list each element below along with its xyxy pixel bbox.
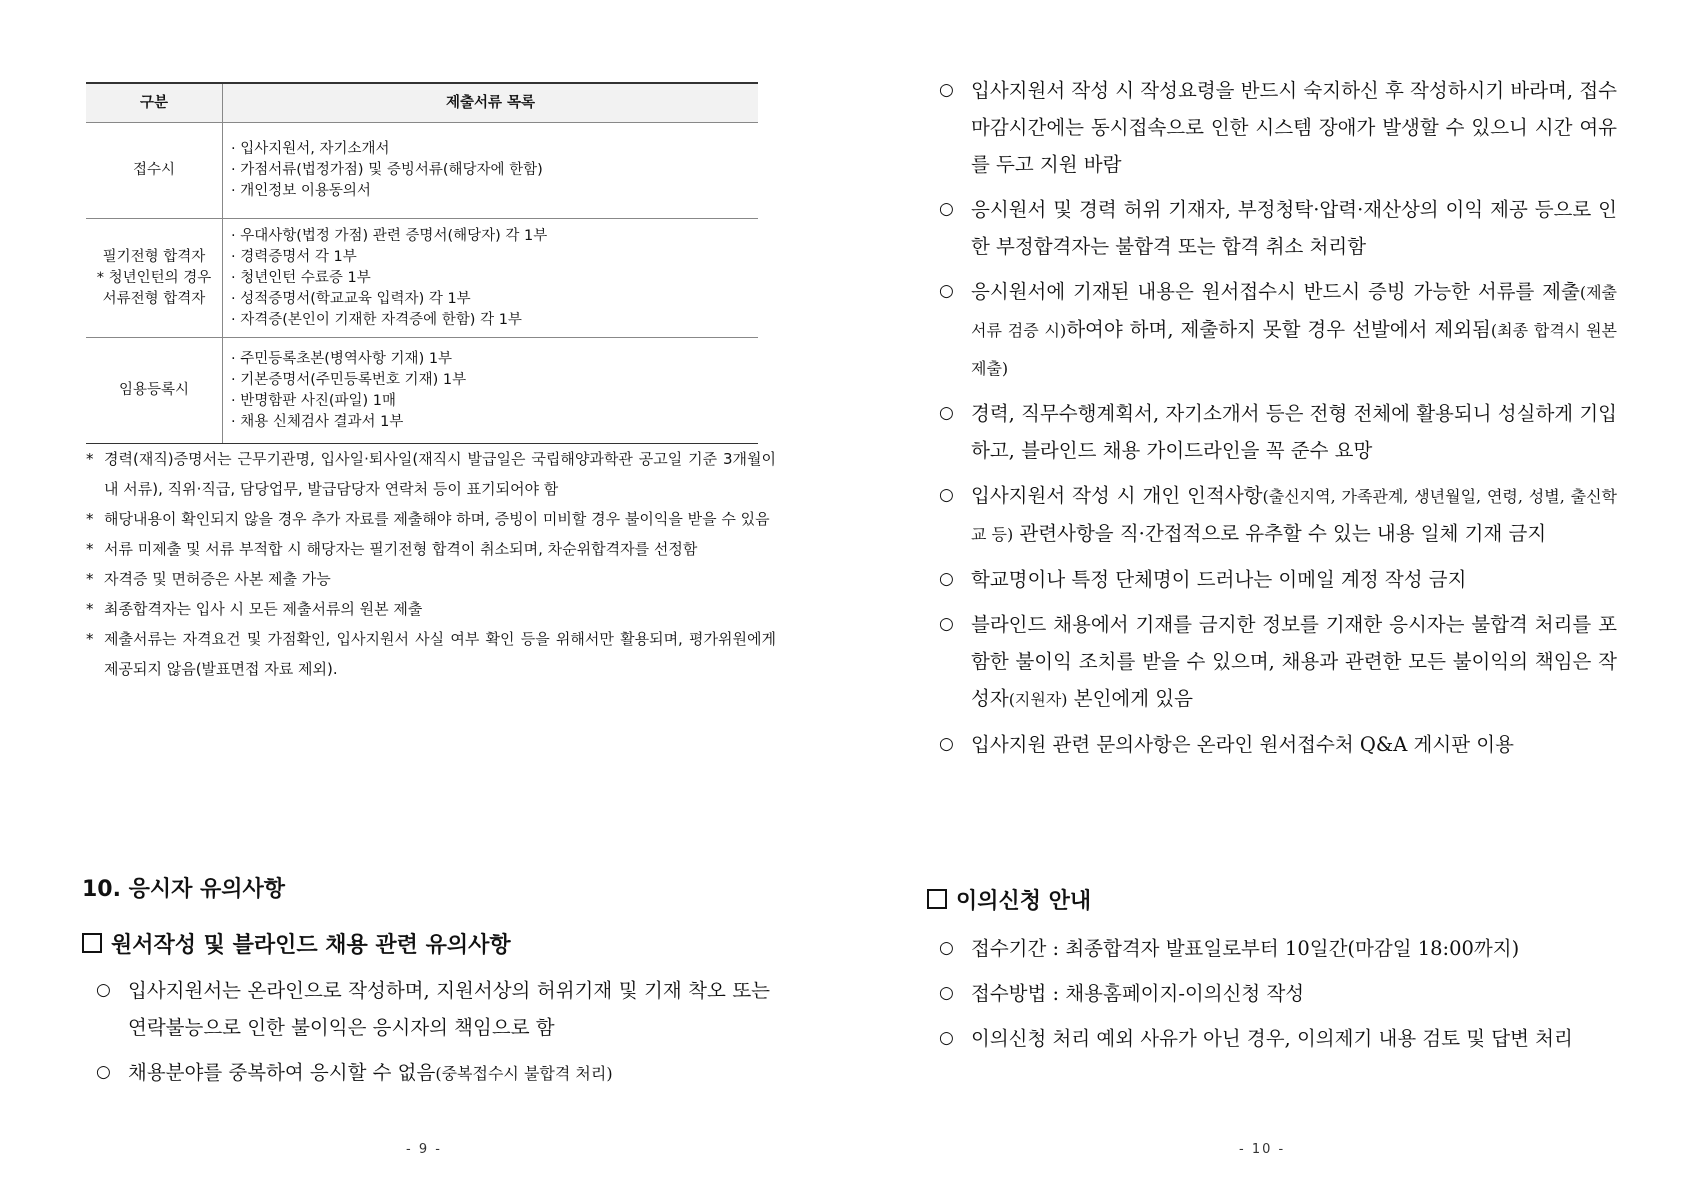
document-item: · 가점서류(법정가점) 및 증빙서류(해당자에 한함) [231, 162, 543, 178]
document-table [86, 82, 758, 444]
table-cell-documents [223, 338, 759, 444]
subsection-title: 이의신청 안내 [927, 884, 1091, 915]
document-item: · 우대사항(법정 가점) 관련 증명서(해당자) 각 1부 [231, 227, 548, 244]
circle-bullet-icon: ○ [939, 734, 954, 754]
page-number: - 10 - [1239, 1142, 1286, 1157]
note-item: * 경력(재직)증명서는 근무기관명, 입사일·퇴사일(재직시 발급일은 국립해양과학관 공고일 기준 3개월이내 서류), 직위·직급, 담당업무, 발급담당자 연락처 등이 표기되어야 함 [86, 444, 776, 504]
note-item: * 제출서류는 자격요건 및 가점확인, 입사지원서 사실 여부 확인 등을 위해서만 활용되며, 평가위원에게 제공되지 않음(발표면접 자료 제외). [86, 624, 776, 684]
table-header-documents: 제출서류 목록 [223, 83, 759, 123]
circle-bullet-icon: ○ [96, 980, 111, 1000]
circle-bullet-icon: ○ [96, 1062, 111, 1082]
circle-bullet-icon: ○ [939, 281, 954, 301]
table-cell-category: 임용등록시 [86, 338, 223, 444]
bullet-item: ○ 응시원서에 기재된 내용은 원서접수시 반드시 증빙 가능한 서류를 제출(제출서류 검증 시)하여야 하며, 제출하지 못할 경우 선발에서 제외됨(최종 합격시 원본 제출) [937, 273, 1617, 387]
document-item: · 반명함판 사진(파일) 1매 [231, 392, 397, 409]
asterisk-icon: * [86, 600, 94, 618]
circle-bullet-icon: ○ [939, 938, 954, 958]
bullet-item: ○ 입사지원서 작성 시 개인 인적사항(출신지역, 가족관계, 생년월일, 연령, 성별, 출신학교 등) 관련사항을 직·간접적으로 유추할 수 있는 내용 일체 기재 금지 [937, 477, 1617, 553]
document-item: · 경력증명서 각 1부 [231, 248, 357, 265]
note-item: * 자격증 및 면허증은 사본 제출 가능 [86, 564, 776, 594]
document-item: · 채용 신체검사 결과서 1부 [231, 413, 404, 430]
document-item: · 자격증(본인이 기재한 자격증에 한함) 각 1부 [231, 311, 522, 328]
right-page [841, 0, 1682, 1190]
document-item: · 청년인턴 수료증 1부 [231, 269, 371, 286]
circle-bullet-icon: ○ [939, 80, 954, 100]
bullet-item: ○ 입사지원 관련 문의사항은 온라인 원서접수처 Q&A 게시판 이용 [937, 726, 1617, 763]
document-item: · 성적증명서(학교교육 입력자) 각 1부 [231, 290, 471, 307]
note-item: * 최종합격자는 입사 시 모든 제출서류의 원본 제출 [86, 594, 776, 624]
bullet-item: ○ 접수방법 : 채용홈페이지-이의신청 작성 [937, 975, 1617, 1012]
circle-bullet-icon: ○ [939, 485, 954, 505]
bullet-item: ○ 접수기간 : 최종합격자 발표일로부터 10일간(마감일 18:00까지) [937, 930, 1617, 967]
circle-bullet-icon: ○ [939, 983, 954, 1003]
page-number: - 9 - [406, 1142, 442, 1157]
asterisk-icon: * [86, 570, 94, 588]
document-item: · 기본증명서(주민등록번호 기재) 1부 [231, 371, 467, 388]
circle-bullet-icon: ○ [939, 614, 954, 634]
table-row [86, 338, 758, 444]
asterisk-icon: * [86, 450, 94, 468]
note-item: * 서류 미제출 및 서류 부적합 시 해당자는 필기전형 합격이 취소되며, 차순위합격자를 선정함 [86, 534, 776, 564]
bullet-item: ○ 블라인드 채용에서 기재를 금지한 정보를 기재한 응시자는 불합격 처리를 포함한 불이익 조치를 받을 수 있으며, 채용과 관련한 모든 불이익의 책임은 작성자(지원자) 본인에게 있음 [937, 606, 1617, 718]
bullet-item: ○ 이의신청 처리 예외 사유가 아닌 경우, 이의제기 내용 검토 및 답변 처리 [937, 1020, 1617, 1057]
document-item: · 입사지원서, 자기소개서 [231, 141, 390, 157]
bullet-item: ○ 채용분야를 중복하여 응시할 수 없음(중복접수시 불합격 처리) [94, 1054, 770, 1092]
table-cell-documents [223, 219, 759, 338]
document-item: · 개인정보 이용동의서 [231, 183, 371, 199]
bullet-item: ○ 학교명이나 특정 단체명이 드러나는 이메일 계정 작성 금지 [937, 561, 1617, 598]
caution-bullet-list [94, 972, 770, 1100]
document-item: · 주민등록초본(병역사항 기재) 1부 [231, 350, 453, 367]
section-title: 10. 응시자 유의사항 [82, 877, 286, 902]
table-header-category: 구분 [86, 83, 223, 123]
table-header-row [86, 83, 758, 123]
circle-bullet-icon: ○ [939, 1028, 954, 1048]
note-item: * 해당내용이 확인되지 않을 경우 추가 자료를 제출해야 하며, 증빙이 미비할 경우 불이익을 받을 수 있음 [86, 504, 776, 534]
circle-bullet-icon: ○ [939, 199, 954, 219]
table-cell-category: 필기전형 합격자 * 청년인턴의 경우 서류전형 합격자 [86, 219, 223, 338]
bullet-item: ○ 입사지원서 작성 시 작성요령을 반드시 숙지하신 후 작성하시기 바라며, 접수 마감시간에는 동시접속으로 인한 시스템 장애가 발생할 수 있으니 시간 여유를 두고 지원 바람 [937, 72, 1617, 183]
table-cell-documents [223, 123, 759, 219]
subsection-title: 원서작성 및 블라인드 채용 관련 유의사항 [82, 928, 511, 959]
bullet-item: ○ 응시원서 및 경력 허위 기재자, 부정청탁·압력·재산상의 이익 제공 등으로 인한 부정합격자는 불합격 또는 합격 취소 처리함 [937, 191, 1617, 265]
table-cell-category: 접수시 [86, 123, 223, 219]
table-row [86, 123, 758, 219]
circle-bullet-icon: ○ [939, 403, 954, 423]
asterisk-icon: * [86, 510, 94, 528]
bullet-item: ○ 입사지원서는 온라인으로 작성하며, 지원서상의 허위기재 및 기재 착오 또는 연락불능으로 인한 불이익은 응시자의 책임으로 함 [94, 972, 770, 1046]
checkbox-square-icon [927, 889, 947, 909]
bullet-item: ○ 경력, 직무수행계획서, 자기소개서 등은 전형 전체에 활용되니 성실하게 기입하고, 블라인드 채용 가이드라인을 꼭 준수 요망 [937, 395, 1617, 469]
notice-bullet-list [937, 72, 1617, 771]
table-notes [86, 444, 776, 684]
objection-bullet-list [937, 930, 1617, 1065]
table-row [86, 219, 758, 338]
checkbox-square-icon [82, 933, 102, 953]
circle-bullet-icon: ○ [939, 569, 954, 589]
asterisk-icon: * [86, 540, 94, 558]
asterisk-icon: * [86, 630, 94, 648]
